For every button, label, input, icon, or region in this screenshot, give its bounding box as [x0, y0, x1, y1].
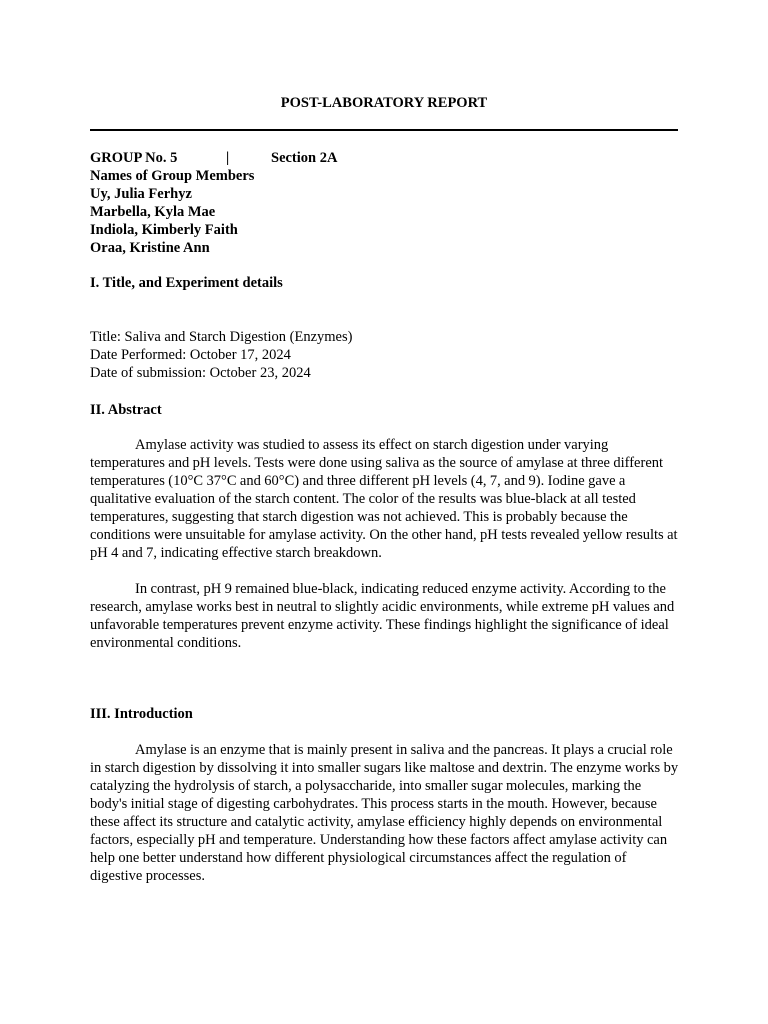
member-name: Oraa, Kristine Ann [90, 240, 210, 256]
report-title: POST-LABORATORY REPORT [280, 95, 488, 111]
member-name: Indiola, Kimberly Faith [90, 222, 238, 238]
date-performed: Date Performed: October 17, 2024 [90, 347, 291, 363]
introduction-paragraph: Amylase is an enzyme that is mainly present in saliva and the pancreas. It plays a crucial role in starch digestion by dissolving it into smaller sugars like maltose and dextrin. The enzyme works by catalyzing the hydrolysis of starch, a polysaccharide, into smaller sugar molecules, marking the body's initial stage of digesting carbohydrates. This process starts in the mouth. However, because these affect its structure and catalytic activity, amylase efficiency highly depends on environmental factors, especially pH and temperature. Understanding how these factors affect amylase activity can help one better understand how different physiological circumstances affect the regulation of digestive processes. [90, 742, 679, 884]
abstract-paragraph: In contrast, pH 9 remained blue-black, indicating reduced enzyme activity. According to the research, amylase works best in neutral to slightly acidic environments, while extreme pH values and unfavorable temperatures prevent enzyme activity. These findings highlight the significance of ideal environmental conditions. [90, 581, 675, 651]
group-line [90, 149, 680, 167]
section-2-heading: II. Abstract [90, 402, 162, 418]
members-heading: Names of Group Members [90, 168, 255, 184]
abstract-paragraph: Amylase activity was studied to assess its effect on starch digestion under varying temperatures and pH levels. Tests were done using saliva as the source of amylase at three different temperatures (10°C 37°C and 60°C) and three different pH levels (4, 7, and 9). Iodine gave a qualitative evaluation of the starch content. The color of the results was blue-black at all tested temperatures, suggesting that starch digestion was not achieved. This is probably because the conditions were unsuitable for amylase activity. On the other hand, pH tests revealed yellow results at pH 4 and 7, indicating effective starch breakdown. [90, 437, 678, 561]
experiment-details [90, 328, 680, 382]
group-number: GROUP No. 5 [90, 150, 178, 166]
experiment-title: Title: Saliva and Starch Digestion (Enzymes) [90, 329, 353, 345]
section-label: Section 2A [271, 150, 338, 166]
date-submission: Date of submission: October 23, 2024 [90, 365, 311, 381]
member-name: Uy, Julia Ferhyz [90, 186, 192, 202]
group-info [90, 149, 680, 257]
group-separator: | [226, 150, 230, 166]
title-divider [90, 129, 678, 131]
member-name: Marbella, Kyla Mae [90, 204, 216, 220]
section-1-heading: I. Title, and Experiment details [90, 275, 283, 291]
section-3-heading: III. Introduction [90, 706, 193, 722]
